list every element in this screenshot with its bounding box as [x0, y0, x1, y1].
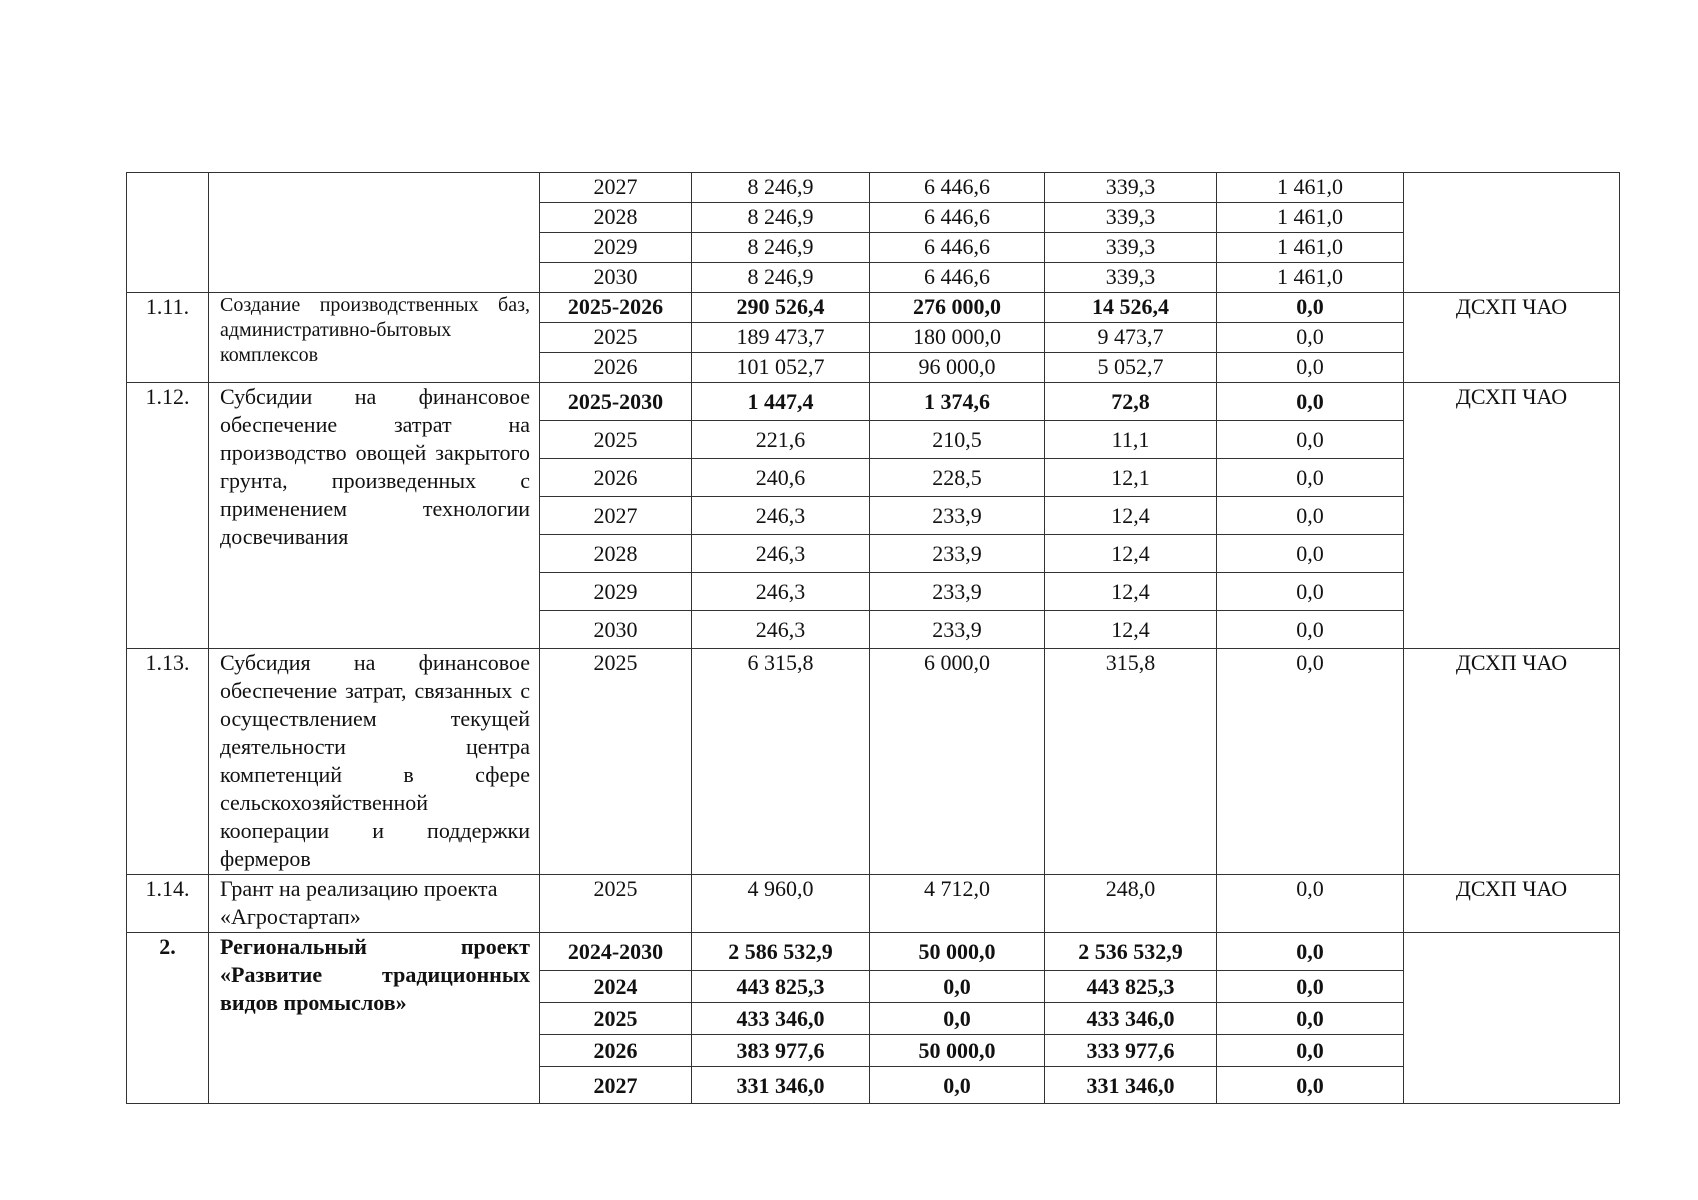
source-2-cell: 339,3 — [1045, 203, 1217, 233]
row-number-cell — [127, 173, 209, 293]
source-3-cell: 0,0 — [1217, 1003, 1404, 1035]
total-cell: 383 977,6 — [692, 1035, 870, 1067]
source-3-cell: 0,0 — [1217, 323, 1404, 353]
source-1-cell: 0,0 — [870, 1003, 1045, 1035]
period-cell: 2025 — [540, 649, 692, 875]
source-2-cell: 333 977,6 — [1045, 1035, 1217, 1067]
total-cell: 6 315,8 — [692, 649, 870, 875]
source-2-cell: 315,8 — [1045, 649, 1217, 875]
period-cell: 2029 — [540, 573, 692, 611]
period-cell: 2028 — [540, 203, 692, 233]
total-cell: 246,3 — [692, 535, 870, 573]
source-2-cell: 9 473,7 — [1045, 323, 1217, 353]
table-row — [127, 649, 1620, 875]
period-cell: 2030 — [540, 611, 692, 649]
description-cell: Субсидия на финансовое обеспечение затрат, связанных с осуществлением текущей деятельности центра компетенций в сфере сельскохозяйственной кооперации и поддержки фермеров — [209, 649, 540, 875]
source-1-cell: 6 446,6 — [870, 203, 1045, 233]
description-cell — [209, 173, 540, 293]
total-cell: 246,3 — [692, 573, 870, 611]
source-3-cell: 0,0 — [1217, 1035, 1404, 1067]
row-number-cell: 1.13. — [127, 649, 209, 875]
period-cell: 2028 — [540, 535, 692, 573]
source-2-cell: 339,3 — [1045, 173, 1217, 203]
source-2-cell: 339,3 — [1045, 263, 1217, 293]
source-1-cell: 4 712,0 — [870, 875, 1045, 933]
source-1-cell: 233,9 — [870, 535, 1045, 573]
total-cell: 8 246,9 — [692, 203, 870, 233]
source-1-cell: 6 000,0 — [870, 649, 1045, 875]
table-row-subtotal — [127, 933, 1620, 971]
source-1-cell: 1 374,6 — [870, 383, 1045, 421]
total-cell: 8 246,9 — [692, 173, 870, 203]
total-cell: 246,3 — [692, 611, 870, 649]
row-number-cell: 1.12. — [127, 383, 209, 649]
source-1-cell: 233,9 — [870, 611, 1045, 649]
source-1-cell: 50 000,0 — [870, 933, 1045, 971]
source-2-cell: 443 825,3 — [1045, 971, 1217, 1003]
source-1-cell: 0,0 — [870, 971, 1045, 1003]
total-cell: 101 052,7 — [692, 353, 870, 383]
total-cell: 221,6 — [692, 421, 870, 459]
total-cell: 290 526,4 — [692, 293, 870, 323]
source-1-cell: 6 446,6 — [870, 263, 1045, 293]
source-2-cell: 12,1 — [1045, 459, 1217, 497]
source-2-cell: 72,8 — [1045, 383, 1217, 421]
executor-cell: ДСХП ЧАО — [1404, 293, 1620, 383]
source-3-cell: 0,0 — [1217, 459, 1404, 497]
period-cell: 2025 — [540, 875, 692, 933]
executor-cell — [1404, 933, 1620, 1104]
source-3-cell: 1 461,0 — [1217, 173, 1404, 203]
description-cell: Создание производственных баз, административно-бытовых комплексов — [209, 293, 540, 383]
source-2-cell: 433 346,0 — [1045, 1003, 1217, 1035]
executor-cell — [1404, 173, 1620, 293]
source-2-cell: 12,4 — [1045, 497, 1217, 535]
source-3-cell: 0,0 — [1217, 573, 1404, 611]
source-2-cell: 339,3 — [1045, 233, 1217, 263]
period-cell: 2027 — [540, 1067, 692, 1104]
period-cell: 2026 — [540, 353, 692, 383]
row-number-cell: 1.11. — [127, 293, 209, 383]
source-1-cell: 180 000,0 — [870, 323, 1045, 353]
table-row-subtotal — [127, 293, 1620, 323]
total-cell: 240,6 — [692, 459, 870, 497]
total-cell: 8 246,9 — [692, 233, 870, 263]
source-1-cell: 233,9 — [870, 573, 1045, 611]
description-cell: Региональный проект «Развитие традиционных видов промыслов» — [209, 933, 540, 1104]
period-cell: 2027 — [540, 173, 692, 203]
row-number-cell: 2. — [127, 933, 209, 1104]
source-1-cell: 6 446,6 — [870, 233, 1045, 263]
period-cell: 2025-2026 — [540, 293, 692, 323]
row-number-cell: 1.14. — [127, 875, 209, 933]
description-cell: Грант на реализацию проекта «Агростартап» — [209, 875, 540, 933]
source-3-cell: 0,0 — [1217, 1067, 1404, 1104]
source-3-cell: 0,0 — [1217, 497, 1404, 535]
period-cell: 2025 — [540, 323, 692, 353]
source-2-cell: 12,4 — [1045, 535, 1217, 573]
source-2-cell: 12,4 — [1045, 611, 1217, 649]
period-cell: 2025-2030 — [540, 383, 692, 421]
source-2-cell: 11,1 — [1045, 421, 1217, 459]
source-3-cell: 1 461,0 — [1217, 203, 1404, 233]
source-1-cell: 276 000,0 — [870, 293, 1045, 323]
period-cell: 2029 — [540, 233, 692, 263]
source-2-cell: 14 526,4 — [1045, 293, 1217, 323]
source-3-cell: 0,0 — [1217, 971, 1404, 1003]
executor-cell: ДСХП ЧАО — [1404, 383, 1620, 649]
source-3-cell: 0,0 — [1217, 611, 1404, 649]
source-1-cell: 6 446,6 — [870, 173, 1045, 203]
source-3-cell: 1 461,0 — [1217, 263, 1404, 293]
source-2-cell: 331 346,0 — [1045, 1067, 1217, 1104]
source-3-cell: 0,0 — [1217, 383, 1404, 421]
budget-table — [126, 172, 1620, 1104]
source-2-cell: 2 536 532,9 — [1045, 933, 1217, 971]
period-cell: 2026 — [540, 459, 692, 497]
source-3-cell: 0,0 — [1217, 933, 1404, 971]
table-row-subtotal — [127, 383, 1620, 421]
period-cell: 2025 — [540, 1003, 692, 1035]
source-1-cell: 210,5 — [870, 421, 1045, 459]
period-cell: 2026 — [540, 1035, 692, 1067]
source-1-cell: 96 000,0 — [870, 353, 1045, 383]
source-3-cell: 1 461,0 — [1217, 233, 1404, 263]
period-cell: 2024 — [540, 971, 692, 1003]
total-cell: 1 447,4 — [692, 383, 870, 421]
source-1-cell: 228,5 — [870, 459, 1045, 497]
source-3-cell: 0,0 — [1217, 293, 1404, 323]
total-cell: 331 346,0 — [692, 1067, 870, 1104]
total-cell: 443 825,3 — [692, 971, 870, 1003]
period-cell: 2024-2030 — [540, 933, 692, 971]
source-3-cell: 0,0 — [1217, 535, 1404, 573]
source-3-cell: 0,0 — [1217, 353, 1404, 383]
source-1-cell: 50 000,0 — [870, 1035, 1045, 1067]
source-2-cell: 5 052,7 — [1045, 353, 1217, 383]
period-cell: 2030 — [540, 263, 692, 293]
table-row — [127, 173, 1620, 203]
source-1-cell: 0,0 — [870, 1067, 1045, 1104]
total-cell: 8 246,9 — [692, 263, 870, 293]
period-cell: 2027 — [540, 497, 692, 535]
source-1-cell: 233,9 — [870, 497, 1045, 535]
total-cell: 4 960,0 — [692, 875, 870, 933]
total-cell: 189 473,7 — [692, 323, 870, 353]
source-3-cell: 0,0 — [1217, 875, 1404, 933]
source-3-cell: 0,0 — [1217, 421, 1404, 459]
executor-cell: ДСХП ЧАО — [1404, 875, 1620, 933]
source-3-cell: 0,0 — [1217, 649, 1404, 875]
total-cell: 246,3 — [692, 497, 870, 535]
source-2-cell: 248,0 — [1045, 875, 1217, 933]
total-cell: 2 586 532,9 — [692, 933, 870, 971]
total-cell: 433 346,0 — [692, 1003, 870, 1035]
description-cell: Субсидии на финансовое обеспечение затрат на производство овощей закрытого грунта, произведенных с применением технологии досвечивания — [209, 383, 540, 649]
executor-cell: ДСХП ЧАО — [1404, 649, 1620, 875]
table-row — [127, 875, 1620, 933]
period-cell: 2025 — [540, 421, 692, 459]
source-2-cell: 12,4 — [1045, 573, 1217, 611]
